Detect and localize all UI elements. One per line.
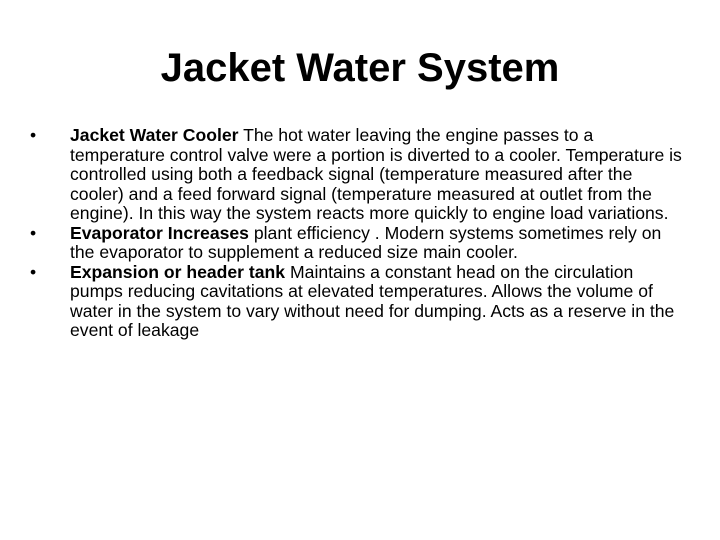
bullet-list — [28, 126, 688, 341]
bullet-term: Expansion or header tank — [70, 261, 286, 282]
bullet-text: The hot water leaving the engine passes to a temperature control valve were a portion is diverted to a cooler. Temperature is controlled using both a feedback signal (temperature measured after the cooler) and a feed forward signal (temperature measured at outlet from the engine). In this way the system reacts more quickly to engine load variations. — [70, 125, 682, 223]
bullet-term: Jacket Water Cooler — [70, 125, 239, 145]
bullet-text: plant efficiency . Modern systems sometimes rely on the evaporator to supplement a reduced size main cooler. — [70, 222, 662, 262]
bullet-item-jacket-water-cooler — [28, 126, 688, 224]
bullet-text: Maintains a constant head on the circulation pumps reducing cavitations at elevated temperatures. Allows the volume of water in the system to vary without need for dumping. Acts as a reserve in the event of leakage — [70, 261, 675, 340]
slide-title: Jacket Water System — [160, 46, 560, 90]
bullet-icon: • — [30, 261, 37, 282]
bullet-item-evaporator — [28, 224, 688, 263]
bullet-icon: • — [30, 125, 37, 145]
bullet-item-expansion-tank — [28, 263, 688, 341]
bullet-term: Evaporator Increases — [70, 222, 249, 243]
bullet-icon: • — [30, 222, 37, 243]
